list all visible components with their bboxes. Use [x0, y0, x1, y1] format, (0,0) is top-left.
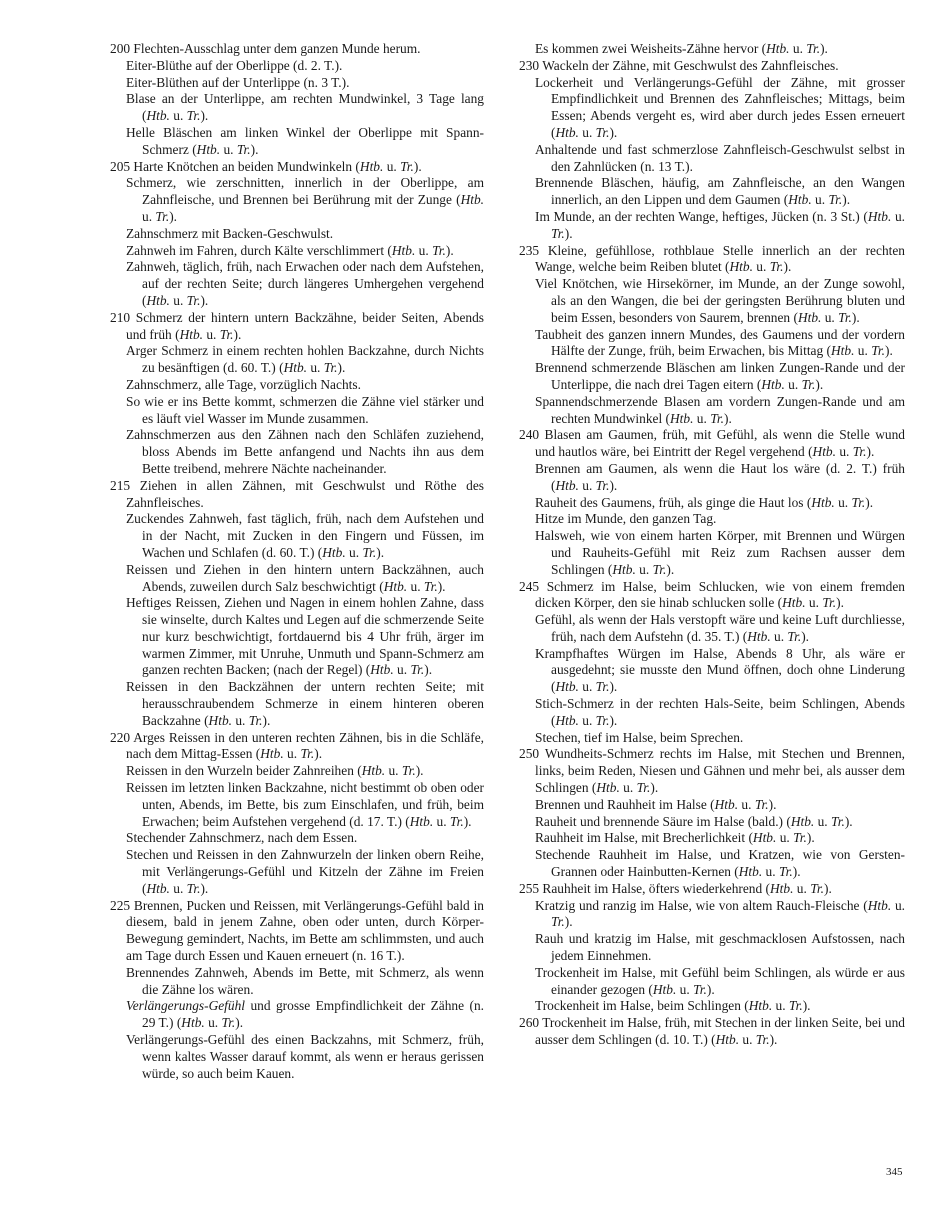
numbered-entry: 220 Arges Reissen in den unteren rechten Zähnen, bis in die Schläfe, nach dem Mittag-Essen (Htb. u. Tr.). [110, 729, 484, 762]
entry: Es kommen zwei Weisheits-Zähne hervor (Htb. u. Tr.). [535, 41, 828, 56]
numbered-entry: 240 Blasen am Gaumen, früh, mit Gefühl, als wenn die Stelle wund und hautlos wäre, bei Eintritt der Regel vergehend (Htb. u. Tr.). [519, 427, 905, 460]
entry: Blase an der Unterlippe, am rechten Mundwinkel, 3 Tage lang (Htb. u. Tr.). [126, 91, 484, 124]
entry: Zahnschmerz, alle Tage, vorzüglich Nachts. [126, 376, 361, 392]
entry: Stechender Zahnschmerz, nach dem Essen. [126, 830, 358, 846]
entry: Stechen und Reissen in den Zahnwurzeln der linken obern Reihe, mit Verlängerungs-Gefühl und Kitzeln der Zähne im Freien (Htb. u. Tr.). [126, 847, 484, 896]
entry: Hitze im Munde, den ganzen Tag. [535, 511, 717, 527]
entry: Stechen, tief im Halse, beim Sprechen. [535, 729, 744, 745]
entry: Trockenheit im Halse, beim Schlingen (Htb. u. Tr.). [535, 998, 811, 1014]
entry: Zahnweh, täglich, früh, nach Erwachen oder nach dem Aufstehen, auf der rechten Seite; durch längeres Umhergehen vergehend (Htb. u. Tr.). [126, 259, 484, 308]
entry: Im Munde, an der rechten Wange, heftiges, Jücken (n. 3 St.) (Htb. u. Tr.). [535, 208, 905, 241]
entry: Eiter-Blüthen auf der Unterlippe (n. 3 T.). [126, 74, 350, 90]
entry: Zahnweh im Fahren, durch Kälte verschlimmert (Htb. u. Tr.). [126, 242, 454, 258]
entry: Reissen in den Wurzeln beider Zahnreihen (Htb. u. Tr.). [126, 763, 424, 779]
numbered-entry: 245 Schmerz im Halse, beim Schlucken, wie von einem fremden dicken Körper, den sie hinab schlucken solle (Htb. u. Tr.). [519, 578, 905, 611]
entry: Reissen im letzten linken Backzahne, nicht bestimmt ob oben oder unten, Abends, im Bette, bis zum Einschlafen, und früh, beim Erwachen; beim Aufstehen vergehend (d. 17. T.) (Htb. u. Tr.). [126, 780, 484, 829]
entry: Brennen am Gaumen, als wenn die Haut los wäre (d. 2. T.) früh (Htb. u. Tr.). [535, 460, 905, 493]
entry: Zahnschmerzen aus den Zähnen nach den Schläfen zuziehend, bloss Abends im Bette anfangend und Nachts ihn aus dem Bette treibend, mehrere Nächte nacheinander. [126, 427, 484, 476]
entry: Viel Knötchen, wie Hirsekörner, im Munde, an der Zunge sowohl, als an den Wangen, die bei der geringsten Berührung bluten und beim Essen, besonders von Saurem, brennen (Htb. u. Tr.). [535, 276, 905, 325]
entry: Anhaltende und fast schmerzlose Zahnfleisch-Geschwulst selbst in den Zahnlücken (n. 13 T.). [535, 141, 905, 174]
entry: Krampfhaftes Würgen im Halse, Abends 8 Uhr, als wäre er ausgedehnt; sie musste den Mund öffnen, doch ohne Linderung (Htb. u. Tr.). [535, 645, 905, 695]
entry: Taubheit des ganzen innern Mundes, des Gaumens und der vordern Hälfte der Zunge, früh, beim Erwachen, bis Mittag (Htb. u. Tr.). [535, 326, 905, 359]
entry: Reissen in den Backzähnen der untern rechten Seite; mit herausschraubendem Schmerze in einem hinteren oberen Backzahne (Htb. u. Tr.). [126, 679, 484, 728]
left-column [110, 41, 484, 1082]
entry: Spannendschmerzende Blasen am vordern Zungen-Rande und am rechten Mundwinkel (Htb. u. Tr.). [535, 393, 905, 426]
entry: Rauh und kratzig im Halse, mit geschmacklosen Aufstossen, nach jedem Einnehmen. [535, 931, 905, 964]
entry: Stechende Rauhheit im Halse, und Kratzen, wie von Gersten-Grannen oder Hainbutten-Kernen (Htb. u. Tr.). [535, 847, 905, 880]
entry: Arger Schmerz in einem rechten hohlen Backzahne, durch Nichts zu besänftigen (d. 60. T.) (Htb. u. Tr.). [126, 343, 484, 376]
entry: Heftiges Reissen, Ziehen und Nagen in einem hohlen Zahne, dass sie winselte, durch Kaltes und Legen auf die schmerzende Seite nur kurz beschwichtigt, fortdauernd bis 4 Uhr früh, ärger im warmen Zimmer, mit Unruhe, Unmuth und Spann-Schmerz am ganzen rechten Backen; (nach der Regel) (Htb. u. Tr.). [126, 595, 484, 678]
entry: Brennend schmerzende Bläschen am linken Zungen-Rande und der Unterlippe, die nach drei Tagen eitern (Htb. u. Tr.). [535, 360, 905, 392]
numbered-entry: 225 Brennen, Pucken und Reissen, mit Verlängerungs-Gefühl bald in diesem, bald in jenem Zahne, oben oder unten, durch Körper-Bewegung gemindert, Nachts, im Bette am schlimmsten, und auch am Tage durch Essen und Kauen erneuert (n. 16 T.). [110, 897, 484, 964]
numbered-entry: 260 Trockenheit im Halse, früh, mit Stechen in der linken Seite, bei und ausser dem Schlingen (d. 10. T.) (Htb. u. Tr.). [519, 1015, 905, 1048]
entry: Gefühl, als wenn der Hals verstopft wäre und keine Luft durchliesse, früh, nach dem Aufstehn (d. 35. T.) (Htb. u. Tr.). [535, 612, 905, 644]
entry: Lockerheit und Verlängerungs-Gefühl der Zähne, mit grosser Empfindlichkeit und Brennen des Zahnfleisches; Mittags, beim Essen; Abends vergeht es, wird aber durch jedes Essen erneuert (Htb. u. Tr.). [535, 74, 905, 140]
page-number: 345 [886, 1166, 903, 1178]
entry: Brennendes Zahnweh, Abends im Bette, mit Schmerz, als wenn die Zähne los wären. [126, 964, 484, 997]
entry: Rauhheit im Halse, mit Brecherlichkeit (Htb. u. Tr.). [535, 830, 815, 846]
numbered-entry: 215 Ziehen in allen Zähnen, mit Geschwulst und Röthe des Zahnfleisches. [110, 477, 484, 510]
entry: Rauheit und brennende Säure im Halse (bald.) (Htb. u. Tr.). [535, 813, 853, 829]
numbered-entry: 210 Schmerz der hintern untern Backzähne, beider Seiten, Abends und früh (Htb. u. Tr.). [110, 309, 484, 342]
entry: Brennen und Rauhheit im Halse (Htb. u. Tr.). [535, 796, 777, 812]
numbered-entry: 255 Rauhheit im Halse, öfters wiederkehrend (Htb. u. Tr.). [519, 880, 832, 896]
entry: Zahnschmerz mit Backen-Geschwulst. [126, 225, 334, 241]
numbered-entry: 235 Kleine, gefühllose, rothblaue Stelle innerlich an der rechten Wange, welche beim Reiben blutet (Htb. u. Tr.). [519, 242, 905, 275]
entry: Helle Bläschen am linken Winkel der Oberlippe mit Spann-Schmerz (Htb. u. Tr.). [126, 124, 484, 157]
numbered-entry: 250 Wundheits-Schmerz rechts im Halse, mit Stechen und Brennen, links, beim Reden, Niesen und Gähnen und mehr bei, als ausser dem Schlingen (Htb. u. Tr.). [519, 746, 905, 796]
entry: Schmerz, wie zerschnitten, innerlich in der Oberlippe, am Zahnfleische, und Brennen bei Berührung mit der Zunge (Htb. u. Tr.). [126, 175, 484, 224]
entry: So wie er ins Bette kommt, schmerzen die Zähne viel stärker und es läuft viel Wasser im Munde zusammen. [126, 393, 484, 426]
numbered-entry: 230 Wackeln der Zähne, mit Geschwulst des Zahnfleisches. [519, 57, 839, 73]
entry: Zuckendes Zahnweh, fast täglich, früh, nach dem Aufstehen und in der Nacht, mit Zucken in den Fingern und Füssen, im Wachen und Schlafen (d. 60. T.) (Htb. u. Tr.). [126, 511, 484, 560]
entry: Verlängerungs-Gefühl und grosse Empfindlichkeit der Zähne (n. 29 T.) (Htb. u. Tr.). [126, 998, 484, 1031]
entry: Verlängerungs-Gefühl des einen Backzahns, mit Schmerz, früh, wenn kaltes Wasser darauf kommt, als wenn er heraus gerissen würde, so auch beim Kauen. [126, 1032, 484, 1081]
entry: Eiter-Blüthe auf der Oberlippe (d. 2. T.). [126, 57, 343, 73]
entry: Rauheit des Gaumens, früh, als ginge die Haut los (Htb. u. Tr.). [535, 494, 874, 510]
entry: Kratzig und ranzig im Halse, wie von altem Rauch-Fleische (Htb. u. Tr.). [535, 897, 906, 930]
numbered-entry: 205 Harte Knötchen an beiden Mundwinkeln (Htb. u. Tr.). [110, 158, 422, 174]
numbered-entry: 200 Flechten-Ausschlag unter dem ganzen Munde herum. [110, 41, 421, 56]
entry: Trockenheit im Halse, mit Gefühl beim Schlingen, als würde er aus einander gezogen (Htb. u. Tr.). [535, 964, 905, 997]
entry: Brennende Bläschen, häufig, am Zahnfleische, an den Wangen innerlich, an den Lippen und dem Gaumen (Htb. u. Tr.). [535, 175, 905, 208]
entry: Stich-Schmerz in der rechten Hals-Seite, beim Schlingen, Abends (Htb. u. Tr.). [535, 696, 905, 728]
entry: Halsweh, wie von einem harten Körper, mit Brennen und Würgen und Rauheits-Gefühl mit Reiz zum Rachsen ausser dem Schlingen (Htb. u. Tr.). [535, 528, 905, 577]
right-column [519, 41, 905, 1049]
entry: Reissen und Ziehen in den hintern untern Backzähnen, auch Abends, zuweilen durch Salz beschwichtigt (Htb. u. Tr.). [126, 561, 484, 594]
